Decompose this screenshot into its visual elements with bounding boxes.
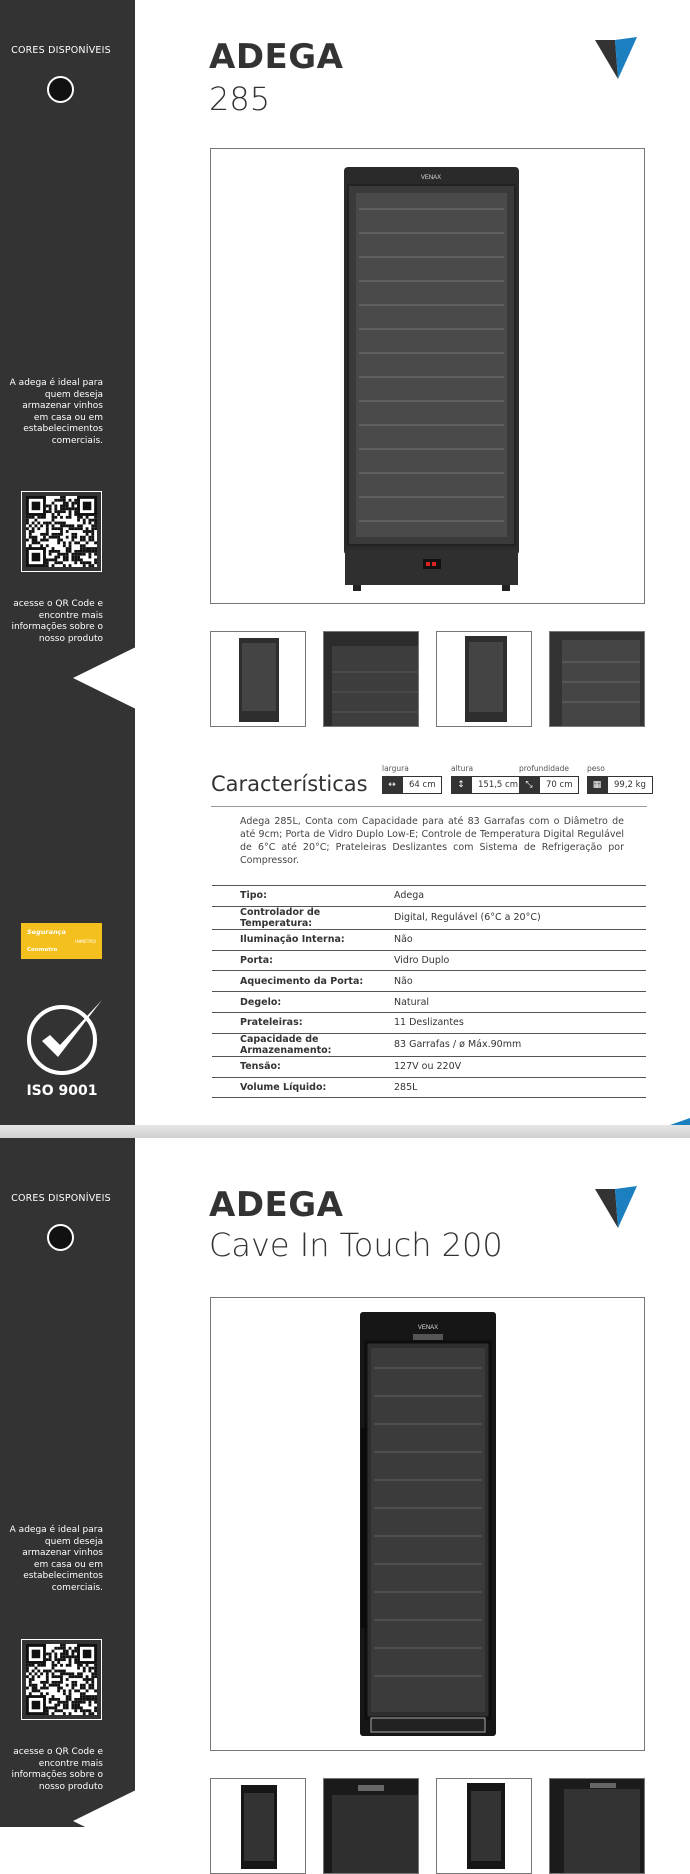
iso-9001-label: ISO 9001 — [26, 1083, 98, 1099]
spec-value: 11 Deslizantes — [390, 1012, 646, 1033]
brand-on-product: VENAX — [420, 175, 442, 181]
spec-value: Adega — [390, 886, 646, 907]
measure-height-value: 151,5 cm — [471, 776, 525, 794]
thumbnail-angle[interactable] — [436, 1778, 532, 1874]
badge-line3: INMETRO — [75, 940, 96, 945]
spec-value: Natural — [390, 992, 646, 1013]
spec-key: Iluminação Interna: — [212, 929, 390, 950]
spec-key: Prateleiras: — [212, 1012, 390, 1033]
measure-weight-label: peso — [587, 764, 605, 773]
inmetro-badge — [21, 923, 102, 959]
qr-code-icon — [26, 496, 97, 567]
spec-row — [212, 992, 646, 1013]
colors-available-label: CORES DISPONÍVEIS — [11, 1193, 111, 1204]
brand-on-product: VENAX — [417, 1325, 439, 1331]
sidebar — [0, 0, 135, 1125]
thumbnail-interior[interactable] — [549, 1778, 645, 1874]
spec-row — [212, 1012, 646, 1033]
spec-table — [212, 885, 646, 1098]
badge-line2: Conmetro — [27, 947, 58, 953]
characteristics-rule — [211, 806, 647, 807]
height-arrows-icon: ↕ — [451, 776, 471, 794]
main-product-image — [210, 1297, 645, 1751]
side-description: A adega é ideal para quem deseja armazenar vinhos em casa ou em estabelecimentos comerciais. — [9, 378, 103, 446]
main-product-image — [210, 148, 645, 604]
spec-row — [212, 971, 646, 992]
thumbnail-front[interactable] — [210, 631, 306, 727]
product-model: Cave In Touch 200 — [209, 1226, 503, 1264]
qr-code-icon — [26, 1644, 97, 1715]
measure-height-label: altura — [451, 764, 474, 773]
spec-key: Porta: — [212, 950, 390, 971]
spec-value: Digital, Regulável (6°C a 20°C) — [390, 906, 646, 929]
color-swatch-black — [47, 76, 74, 103]
product-model: 285 — [209, 80, 271, 118]
product-description: Adega 285L, Conta com Capacidade para até 83 Garrafas com o Diâmetro de até 9cm; Porta de Vidro Duplo Low-E; Controle de Temperatura Digital Regulável de 6°C até 20°C; Prateleiras Deslizantes com Sistema de Refrigeração por Compressor. — [240, 816, 624, 866]
measure-width-value: 64 cm — [402, 776, 442, 794]
spec-key: Capacidade de Armazenamento: — [212, 1033, 390, 1056]
spec-key: Volume Líquido: — [212, 1077, 390, 1098]
spec-key: Controlador de Temperatura: — [212, 906, 390, 929]
thumbnail-detail[interactable] — [323, 1778, 419, 1874]
side-description: A adega é ideal para quem deseja armazenar vinhos em casa ou em estabelecimentos comerciais. — [9, 1525, 103, 1593]
spec-value: 285L — [390, 1077, 646, 1098]
width-arrows-icon: ↔ — [382, 776, 402, 794]
measure-depth-label: profundidade — [519, 764, 569, 773]
thumbnail-interior[interactable] — [549, 631, 645, 727]
spec-row — [212, 886, 646, 907]
brand-logo-icon — [595, 1186, 637, 1228]
spec-value: Não — [390, 971, 646, 992]
badge-line1: Segurança — [27, 928, 66, 936]
depth-arrows-icon: ⤡ — [519, 776, 539, 794]
iso-check-icon — [26, 997, 106, 1077]
spec-value: Vidro Duplo — [390, 950, 646, 971]
spec-row — [212, 906, 646, 929]
spec-value: 83 Garrafas / ø Máx.90mm — [390, 1033, 646, 1056]
spec-row — [212, 1077, 646, 1098]
characteristics-title: Características — [211, 772, 368, 796]
brand-logo-icon — [595, 37, 637, 79]
wine-cooler-image — [211, 1298, 644, 1750]
sidebar — [0, 1138, 135, 1827]
spec-row — [212, 1056, 646, 1077]
spec-key: Aquecimento da Porta: — [212, 971, 390, 992]
spec-value: Não — [390, 929, 646, 950]
spec-row — [212, 929, 646, 950]
product-title: ADEGA — [209, 1185, 344, 1225]
qr-code[interactable] — [21, 491, 102, 572]
measure-depth-value: 70 cm — [539, 776, 579, 794]
product-title: ADEGA — [209, 37, 344, 77]
qr-code[interactable] — [21, 1639, 102, 1720]
page-divider — [0, 1125, 690, 1138]
thumbnail-front[interactable] — [210, 1778, 306, 1874]
spec-row — [212, 1033, 646, 1056]
spec-row — [212, 950, 646, 971]
measure-weight-value: 99,2 kg — [607, 776, 653, 794]
thumbnail-angle[interactable] — [436, 631, 532, 727]
thumbnail-detail[interactable] — [323, 631, 419, 727]
measure-width-label: largura — [382, 764, 409, 773]
wine-cooler-image — [211, 149, 644, 603]
color-swatch-black — [47, 1224, 74, 1251]
qr-caption: acesse o QR Code e encontre mais informações sobre o nosso produto — [11, 599, 103, 644]
catalog-page-cave-in-touch-200 — [0, 1138, 690, 1827]
spec-value: 127V ou 220V — [390, 1056, 646, 1077]
spec-key: Tipo: — [212, 886, 390, 907]
spec-key: Degelo: — [212, 992, 390, 1013]
spec-key: Tensão: — [212, 1056, 390, 1077]
colors-available-label: CORES DISPONÍVEIS — [11, 45, 111, 56]
qr-caption: acesse o QR Code e encontre mais informações sobre o nosso produto — [11, 1747, 103, 1792]
weight-icon: ▦ — [587, 776, 607, 794]
